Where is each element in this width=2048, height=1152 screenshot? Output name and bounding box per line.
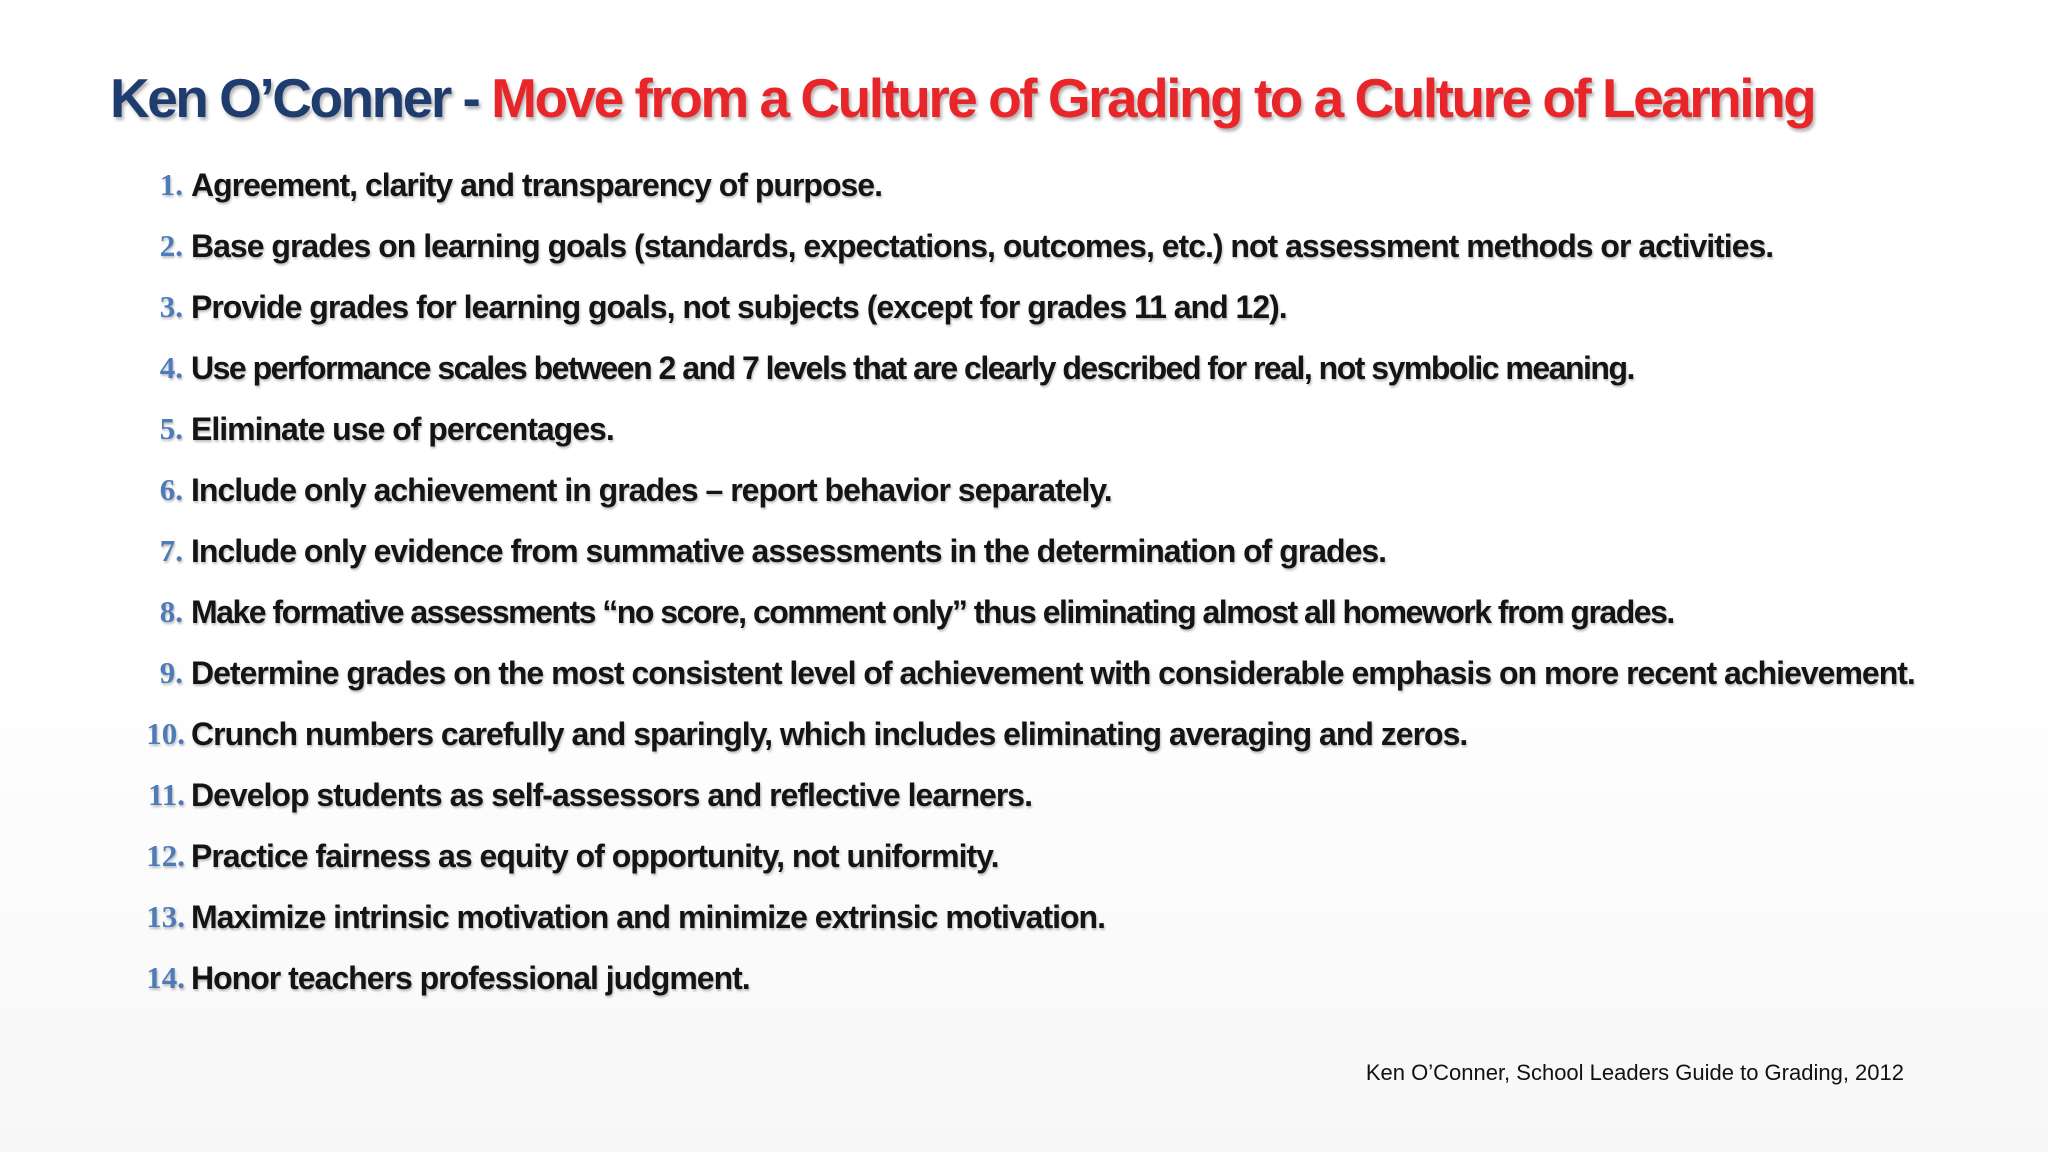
item-text: Practice fairness as equity of opportunity, not uniformity. — [191, 838, 999, 874]
item-text: Include only achievement in grades – report behavior separately. — [191, 472, 1112, 508]
item-number: 2. — [159, 228, 183, 263]
list-item-13 — [140, 894, 1980, 940]
item-text: Use performance scales between 2 and 7 levels that are clearly described for real, not symbolic meaning. — [191, 350, 1634, 386]
list-item-1 — [140, 162, 1980, 208]
item-number: 7. — [159, 533, 183, 568]
item-text: Eliminate use of percentages. — [191, 411, 614, 447]
list-item-12 — [140, 833, 1980, 879]
item-text: Crunch numbers carefully and sparingly, which includes eliminating averaging and zeros. — [191, 716, 1468, 752]
list-item-14 — [140, 955, 1980, 1001]
item-text: Include only evidence from summative assessments in the determination of grades. — [191, 533, 1387, 569]
list-item-10 — [140, 711, 1980, 757]
list-item-2 — [140, 223, 1980, 269]
list-item-8 — [140, 589, 1980, 635]
item-number: 8. — [159, 594, 183, 629]
item-number: 5. — [159, 411, 183, 446]
item-text: Develop students as self-assessors and reflective learners. — [191, 777, 1032, 813]
source-citation: Ken O’Conner, School Leaders Guide to Grading, 2012 — [1365, 1060, 1904, 1085]
list-item-4 — [140, 345, 1980, 391]
list-item-11 — [140, 772, 1980, 818]
item-number: 10. — [146, 716, 185, 751]
title-separator: - — [449, 67, 492, 129]
list-item-7 — [140, 528, 1980, 574]
item-number: 9. — [159, 655, 183, 690]
title-headline: Move from a Culture of Grading to a Culture of Learning — [491, 67, 1815, 129]
item-number: 4. — [159, 350, 183, 385]
item-text: Determine grades on the most consistent level of achievement with considerable emphasis on more recent achievement. — [191, 655, 1915, 691]
item-number: 14. — [146, 960, 185, 995]
list-item-5 — [140, 406, 1980, 452]
list-item-3 — [140, 284, 1980, 330]
principles-list — [140, 162, 1980, 1016]
item-number: 3. — [159, 289, 183, 324]
item-number: 6. — [159, 472, 183, 507]
item-number: 11. — [147, 777, 185, 812]
item-text: Honor teachers professional judgment. — [191, 960, 750, 996]
item-number: 1. — [159, 167, 183, 202]
list-item-9 — [140, 650, 1980, 696]
item-text: Base grades on learning goals (standards, expectations, outcomes, etc.) not assessment methods or activities. — [191, 228, 1774, 264]
item-text: Make formative assessments “no score, comment only” thus eliminating almost all homework from grades. — [191, 594, 1674, 630]
item-text: Provide grades for learning goals, not subjects (except for grades 11 and 12). — [191, 289, 1287, 325]
item-number: 13. — [146, 899, 185, 934]
slide-title — [110, 68, 1814, 129]
item-number: 12. — [146, 838, 185, 873]
item-text: Agreement, clarity and transparency of purpose. — [191, 167, 882, 203]
title-author: Ken O’Conner — [110, 67, 450, 129]
item-text: Maximize intrinsic motivation and minimize extrinsic motivation. — [191, 899, 1105, 935]
list-item-6 — [140, 467, 1980, 513]
